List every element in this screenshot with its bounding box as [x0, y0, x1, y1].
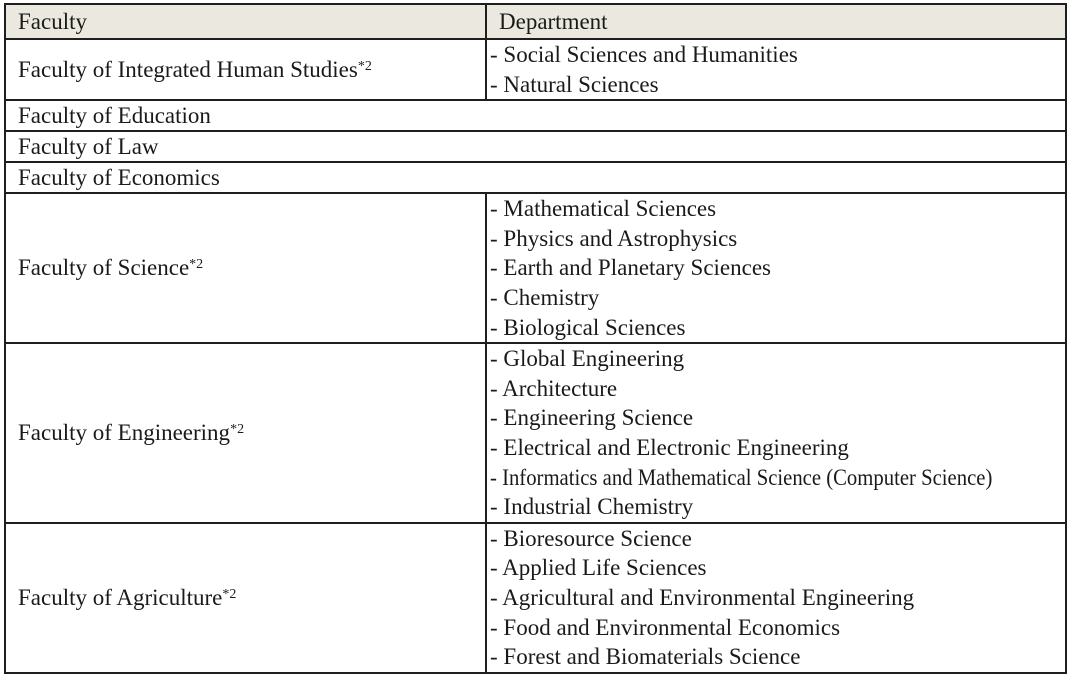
faculty-department-table	[4, 3, 1067, 674]
department-cell	[486, 39, 1066, 100]
department-item: - Chemistry	[490, 284, 600, 310]
table-row	[5, 523, 1066, 673]
department-item: - Biological Sciences	[490, 314, 686, 340]
department-cell	[486, 523, 1066, 673]
department-item: - Physics and Astrophysics	[490, 225, 738, 251]
table-row	[5, 162, 1066, 193]
department-item: - Food and Environmental Economics	[490, 614, 841, 640]
department-item: - Applied Life Sciences	[490, 555, 707, 581]
faculty-name: Faculty of Economics	[18, 164, 220, 190]
department-item: - Industrial Chemistry	[490, 494, 694, 520]
faculty-name: Faculty of Law	[18, 133, 159, 159]
faculty-name: Faculty of Engineering	[18, 420, 231, 446]
faculty-cell	[5, 131, 1066, 162]
department-item: - Forest and Biomaterials Science	[490, 644, 801, 670]
faculty-name: Faculty of Science	[18, 255, 190, 281]
footnote-marker: *2	[230, 422, 245, 438]
department-item: - Architecture	[490, 375, 618, 401]
department-item: - Electrical and Electronic Engineering	[490, 434, 849, 460]
faculty-cell	[5, 100, 1066, 131]
table-row	[5, 100, 1066, 131]
table-row	[5, 193, 1066, 343]
faculty-name: Faculty of Education	[18, 102, 211, 128]
department-cell	[486, 343, 1066, 523]
faculty-cell	[5, 523, 486, 673]
faculty-name: Faculty of Agriculture	[18, 584, 223, 610]
header-department: Department	[486, 4, 1066, 39]
faculty-cell	[5, 162, 1066, 193]
footnote-marker: *2	[357, 58, 372, 74]
table-row	[5, 343, 1066, 523]
department-item: - Natural Sciences	[490, 71, 659, 97]
table-row	[5, 39, 1066, 100]
table-header-row	[5, 4, 1066, 39]
table-row	[5, 131, 1066, 162]
department-cell	[486, 193, 1066, 343]
department-item	[490, 463, 1065, 493]
faculty-cell	[5, 343, 486, 523]
department-item-text: - Informatics and Mathematical Science (Computer Science)	[490, 464, 993, 490]
department-item: - Bioresource Science	[490, 525, 692, 551]
faculty-cell	[5, 39, 486, 100]
department-item: - Mathematical Sciences	[490, 196, 717, 222]
faculty-name: Faculty of Integrated Human Studies	[18, 56, 358, 82]
header-faculty: Faculty	[5, 4, 486, 39]
department-item: - Earth and Planetary Sciences	[490, 255, 771, 281]
department-item: - Engineering Science	[490, 405, 694, 431]
department-item: - Social Sciences and Humanities	[490, 42, 798, 67]
faculty-cell	[5, 193, 486, 343]
footnote-marker: *2	[222, 586, 237, 602]
footnote-marker: *2	[189, 257, 204, 273]
department-item: - Global Engineering	[490, 346, 685, 372]
department-item: - Agricultural and Environmental Engineering	[490, 584, 915, 610]
